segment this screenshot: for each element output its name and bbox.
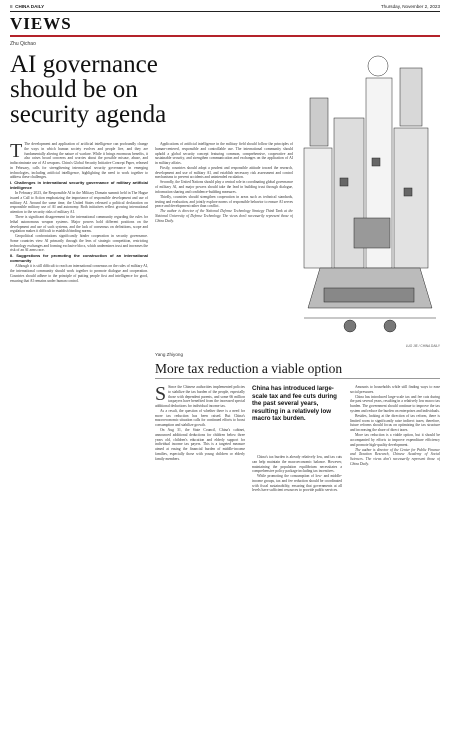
- pull-quote: China has introduced large-scale tax and fee cuts during the past several years, resulting in a relatively low macro tax burden.: [252, 385, 337, 423]
- article1-section2-title: II. Suggestions for promoting the construction of an international community: [10, 253, 148, 264]
- page-number: 8: [10, 4, 13, 9]
- article2-headline: More tax reduction a viable option: [155, 361, 343, 376]
- page-date: Thursday, November 2, 2023: [380, 4, 440, 9]
- article2-column-2: [252, 455, 342, 740]
- article1-author-bio: The author is director of the National Defense Technology Strategy Think Tank at the National University of Defense Technology. The views don't necessarily represent those of China Daily.: [155, 209, 293, 223]
- article1-headline: AI governance should be on security agenda: [10, 51, 167, 128]
- article2-paragraph: While promoting the consumption of low- and middle-income groups, tax and fee reduction should be coordinated with fiscal sustainability, ensuring that governments at all levels have sufficient resources to provide public services.: [252, 474, 342, 493]
- article2-paragraph: China has introduced large-scale tax and fee cuts during the past several years, resulting in a relatively low macro tax burden. The government should continue to improve the tax system and reduce the burden on enterprises and individuals.: [350, 394, 440, 413]
- illustration-city-ai: [300, 38, 440, 340]
- article2-paragraph: More tax reduction is a viable option, but it should be accompanied by efforts to improve expenditure efficiency and promote high-quality development.: [350, 433, 440, 447]
- article2-column-1: [155, 385, 245, 740]
- article1-paragraph: Secondly, the United Nations should play a central role in coordinating global governance of military AI, and major powers should take the lead in building trust through dialogue, information sharing and confidence-building measures.: [155, 180, 293, 194]
- article2-paragraph: Besides, looking at the direction of tax reform, there is limited room to significantly raise indirect taxes; therefore, future reforms should focus on optimizing the tax structure and increasing the share of direct taxes.: [350, 413, 440, 433]
- article1-paragraph: In February 2023, the Responsible AI in the Military Domain summit held in The Hague issued a Call to Action emphasizing the importance of responsible development and use of military AI. Around the same time, the United States released a political declaration on responsible military use of AI and autonomy. Both initiatives reflect growing international attention to the security risks of military AI.: [10, 191, 148, 215]
- article1-section1-title: I. Challenges in international security governance of military artificial intelligence: [10, 180, 148, 190]
- article1-paragraph: Applications of artificial intelligence in the military field should follow the principles of human-centered, responsible and controllable use. The international community should uphold a global security concept featuring common, comprehensive, cooperative and sustainable security, and strengthen communication and exchanges on the application of AI in military affairs.: [155, 142, 293, 165]
- top-rule: [10, 11, 440, 12]
- publication-name: CHINA DAILY: [15, 4, 45, 9]
- article2-rule: [155, 378, 440, 379]
- article1-paragraph: Thirdly, countries should strengthen cooperation in areas such as technical standards, testing and evaluation, and jointly explore norms of responsible behavior to ensure AI serves peace and development rather than conflict.: [155, 194, 293, 209]
- section-rule: [10, 35, 440, 37]
- page-header: [10, 4, 44, 9]
- article1-column-1: [10, 142, 148, 732]
- drop-cap: S: [155, 385, 167, 405]
- article2-paragraph: Since the Chinese authorities implemented policies to stabilize the tax burden of the people, especially those with dependent parents, and some 66 million taxpayers have benefited from the increased special additional deductions for individual income tax.: [155, 385, 245, 408]
- article1-intro: The development and application of artificial intelligence can profoundly change the ways in which human society evolves and people live, and they are fundamentally altering the nature of warfare. While it brings enormous benefits, it also raises broad concerns and worries about the possible misuse, abuse, and indiscriminate use of AI weapons. China's Global Security Initiative Concept Paper, released in February, calls for strengthening international security governance in emerging technologies, including artificial intelligence, highlighting the need to work together to address these challenges.: [10, 142, 148, 180]
- article2-paragraph: On Aug 31, the State Council, China's cabinet, announced additional deductions for children below three years old, children's education and elderly support for individual income tax payers. This is a targeted measure aimed at easing the financial burden of middle-income families, especially those with young children or elderly family members.: [155, 428, 245, 461]
- article1-paragraph: Geopolitical confrontations significantly hinder cooperation in security governance. Some countries view AI primarily through the lens of strategic competition, restricting technology exchanges and forming exclusive blocs, which undermines trust and increases the risk of an AI arms race.: [10, 234, 148, 253]
- article1-paragraph: Although it is still difficult to reach an international consensus on the rules of military AI, the international community should work together to promote dialogue and cooperation. Countries should adhere to the principle of putting people first and intelligence for good, ensuring that AI remains under human control.: [10, 264, 148, 283]
- article1-paragraph: Firstly, countries should adopt a prudent and responsible attitude toward the research, development and use of military AI, and establish necessary risk assessment and control mechanisms to prevent accidents and unintended escalation.: [155, 165, 293, 180]
- section-title: VIEWS: [10, 14, 72, 33]
- article1-paragraph: There is significant disagreement in the international community regarding the rules for lethal autonomous weapon systems. Major powers hold different positions on the development and use of such systems, and the lack of consensus on definitions, scope and regulation makes it difficult to establish binding norms.: [10, 215, 148, 234]
- article1-column-2: [155, 142, 293, 362]
- article2-author: Yang Zhiyong: [155, 352, 184, 357]
- article2-paragraph: China's tax burden is already relatively low, and tax cuts can help maintain the macroeconomic balance. However, maintaining the population equilibrium necessitates a comprehensive policy package including tax incentives.: [252, 455, 342, 474]
- drop-cap: T: [10, 142, 23, 162]
- article1-author: Zhu Qichao: [10, 41, 36, 47]
- article2-column-3: [350, 385, 440, 740]
- article2-paragraph: As a result, the question of whether there is a need for more tax reduction has been raised. But China's macroeconomic situation calls for continued efforts to boost consumption and stabilize growth.: [155, 408, 245, 428]
- article2-paragraph: Amounts to households while still finding ways to ease social pressures.: [350, 385, 440, 394]
- article2-author-bio: The author is director of the Center for Public Finance and Taxation Research, Chinese Academy of Social Sciences. The views don't necessarily represent those of China Daily.: [350, 447, 440, 466]
- illustration-credit: LUO JIE / CHINA DAILY: [405, 344, 440, 348]
